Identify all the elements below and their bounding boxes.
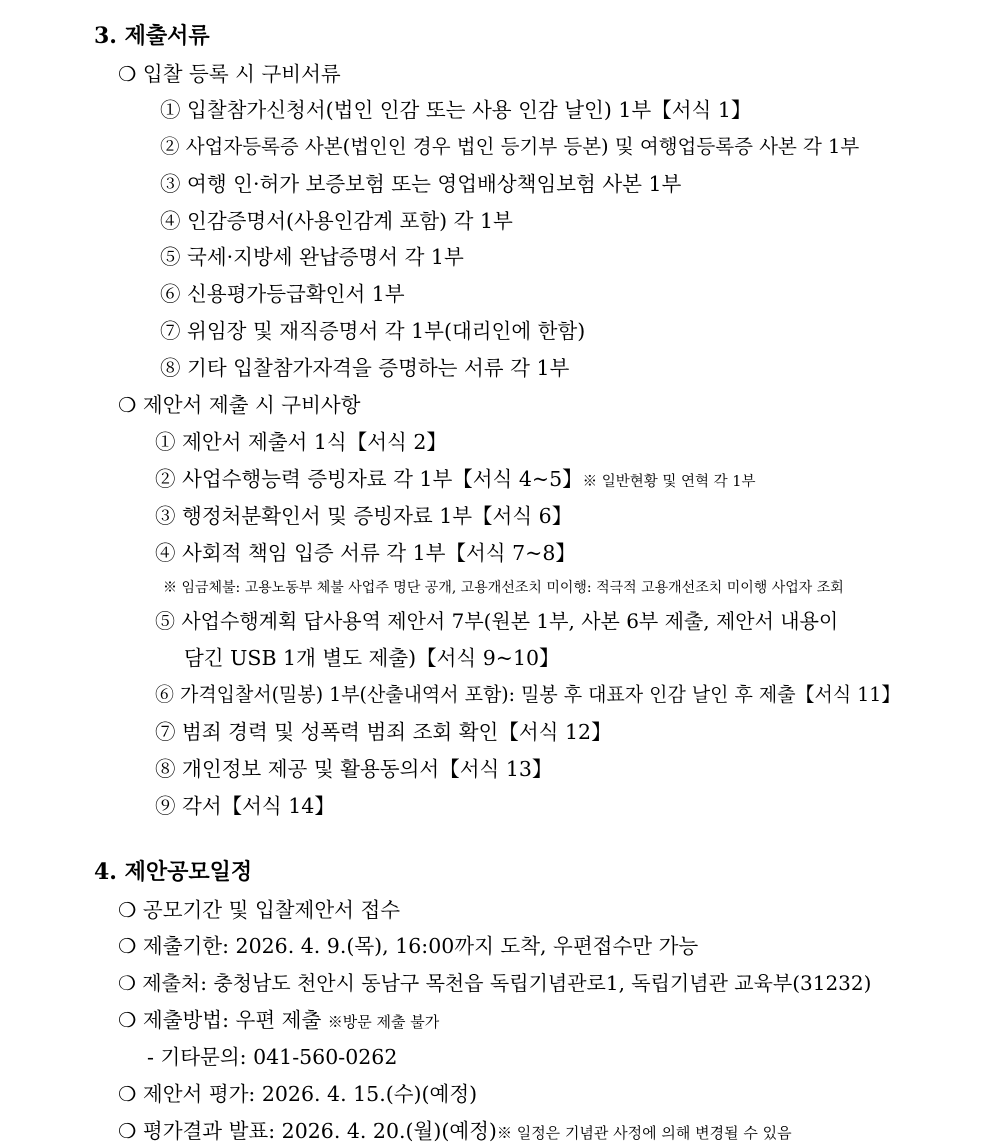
list-item: ⑧ 기타 입찰참가자격을 증명하는 서류 각 1부 <box>160 356 570 380</box>
list-item: ③ 여행 인·허가 보증보험 또는 영업배상책임보험 사본 1부 <box>160 172 682 196</box>
list-item-continuation: 담긴 USB 1개 별도 제출)【서식 9~10】 <box>184 646 560 670</box>
list-item: ⑨ 각서【서식 14】 <box>155 794 335 818</box>
schedule-item: ❍ 제출기한: 2026. 4. 9.(목), 16:00까지 도착, 우편접수만 가능 <box>118 934 699 958</box>
schedule-item: ❍ 제안서 평가: 2026. 4. 15.(수)(예정) <box>118 1082 478 1106</box>
list-item: ④ 인감증명서(사용인감계 포함) 각 1부 <box>160 209 513 233</box>
list-item: ⑥ 신용평가등급확인서 1부 <box>160 282 405 306</box>
schedule-item: ❍ 공모기간 및 입찰제안서 접수 <box>118 898 401 922</box>
section-4-title: 4. 제안공모일정 <box>94 859 253 885</box>
schedule-item-text: ❍ 제출방법: 우편 제출 <box>118 1008 322 1032</box>
list-item: ③ 행정처분확인서 및 증빙자료 1부【서식 6】 <box>155 504 573 528</box>
footnote: ※ 임금체불: 고용노동부 체불 사업주 명단 공개, 고용개선조치 미이행: 적극적 고용개선조치 미이행 사업자 조회 <box>163 580 844 596</box>
section-3-title: 3. 제출서류 <box>94 23 210 49</box>
list-item: ① 입찰참가신청서(법인 인감 또는 사용 인감 날인) 1부【서식 1】 <box>160 98 752 122</box>
schedule-item <box>118 1010 439 1031</box>
list-item: ① 제안서 제출서 1식【서식 2】 <box>155 430 447 454</box>
schedule-item <box>118 1121 792 1142</box>
list-item: ⑦ 범죄 경력 및 성폭력 범죄 조회 확인【서식 12】 <box>155 720 612 744</box>
list-item-note: ※ 일반현황 및 연혁 각 1부 <box>582 474 756 490</box>
list-item-text: ② 사업수행능력 증빙자료 각 1부【서식 4~5】 <box>155 467 583 491</box>
list-item: ⑤ 사업수행계획 답사용역 제안서 7부(원본 1부, 사본 6부 제출, 제안서 내용이 <box>155 609 839 633</box>
list-item: ⑥ 가격입찰서(밀봉) 1부(산출내역서 포함): 밀봉 후 대표자 인감 날인 후 제출【서식 11】 <box>155 683 901 706</box>
list-item: ② 사업자등록증 사본(법인인 경우 법인 등기부 등본) 및 여행업등록증 사본 각 1부 <box>160 135 860 158</box>
list-item: ⑤ 국세·지방세 완납증명서 각 1부 <box>160 245 464 269</box>
group-proposal-submission-title: ❍ 제안서 제출 시 구비사항 <box>118 393 361 417</box>
schedule-item-note: ※ 일정은 기념관 사정에 의해 변경될 수 있음 <box>496 1124 792 1142</box>
list-item: ⑦ 위임장 및 재직증명서 각 1부(대리인에 한함) <box>160 319 586 343</box>
schedule-item: ❍ 제출처: 충청남도 천안시 동남구 목천읍 독립기념관로1, 독립기념관 교육부(31232) <box>118 971 872 995</box>
schedule-item-note: ※방문 제출 불가 <box>327 1013 440 1031</box>
list-item: ⑧ 개인정보 제공 및 활용동의서【서식 13】 <box>155 757 553 781</box>
list-item <box>155 469 755 490</box>
group-bid-registration-title: ❍ 입찰 등록 시 구비서류 <box>118 62 341 86</box>
list-item: ④ 사회적 책임 입증 서류 각 1부【서식 7~8】 <box>155 541 576 565</box>
schedule-item-text: ❍ 평가결과 발표: 2026. 4. 20.(월)(예정) <box>118 1119 497 1143</box>
contact-line: - 기타문의: 041-560-0262 <box>147 1045 398 1069</box>
